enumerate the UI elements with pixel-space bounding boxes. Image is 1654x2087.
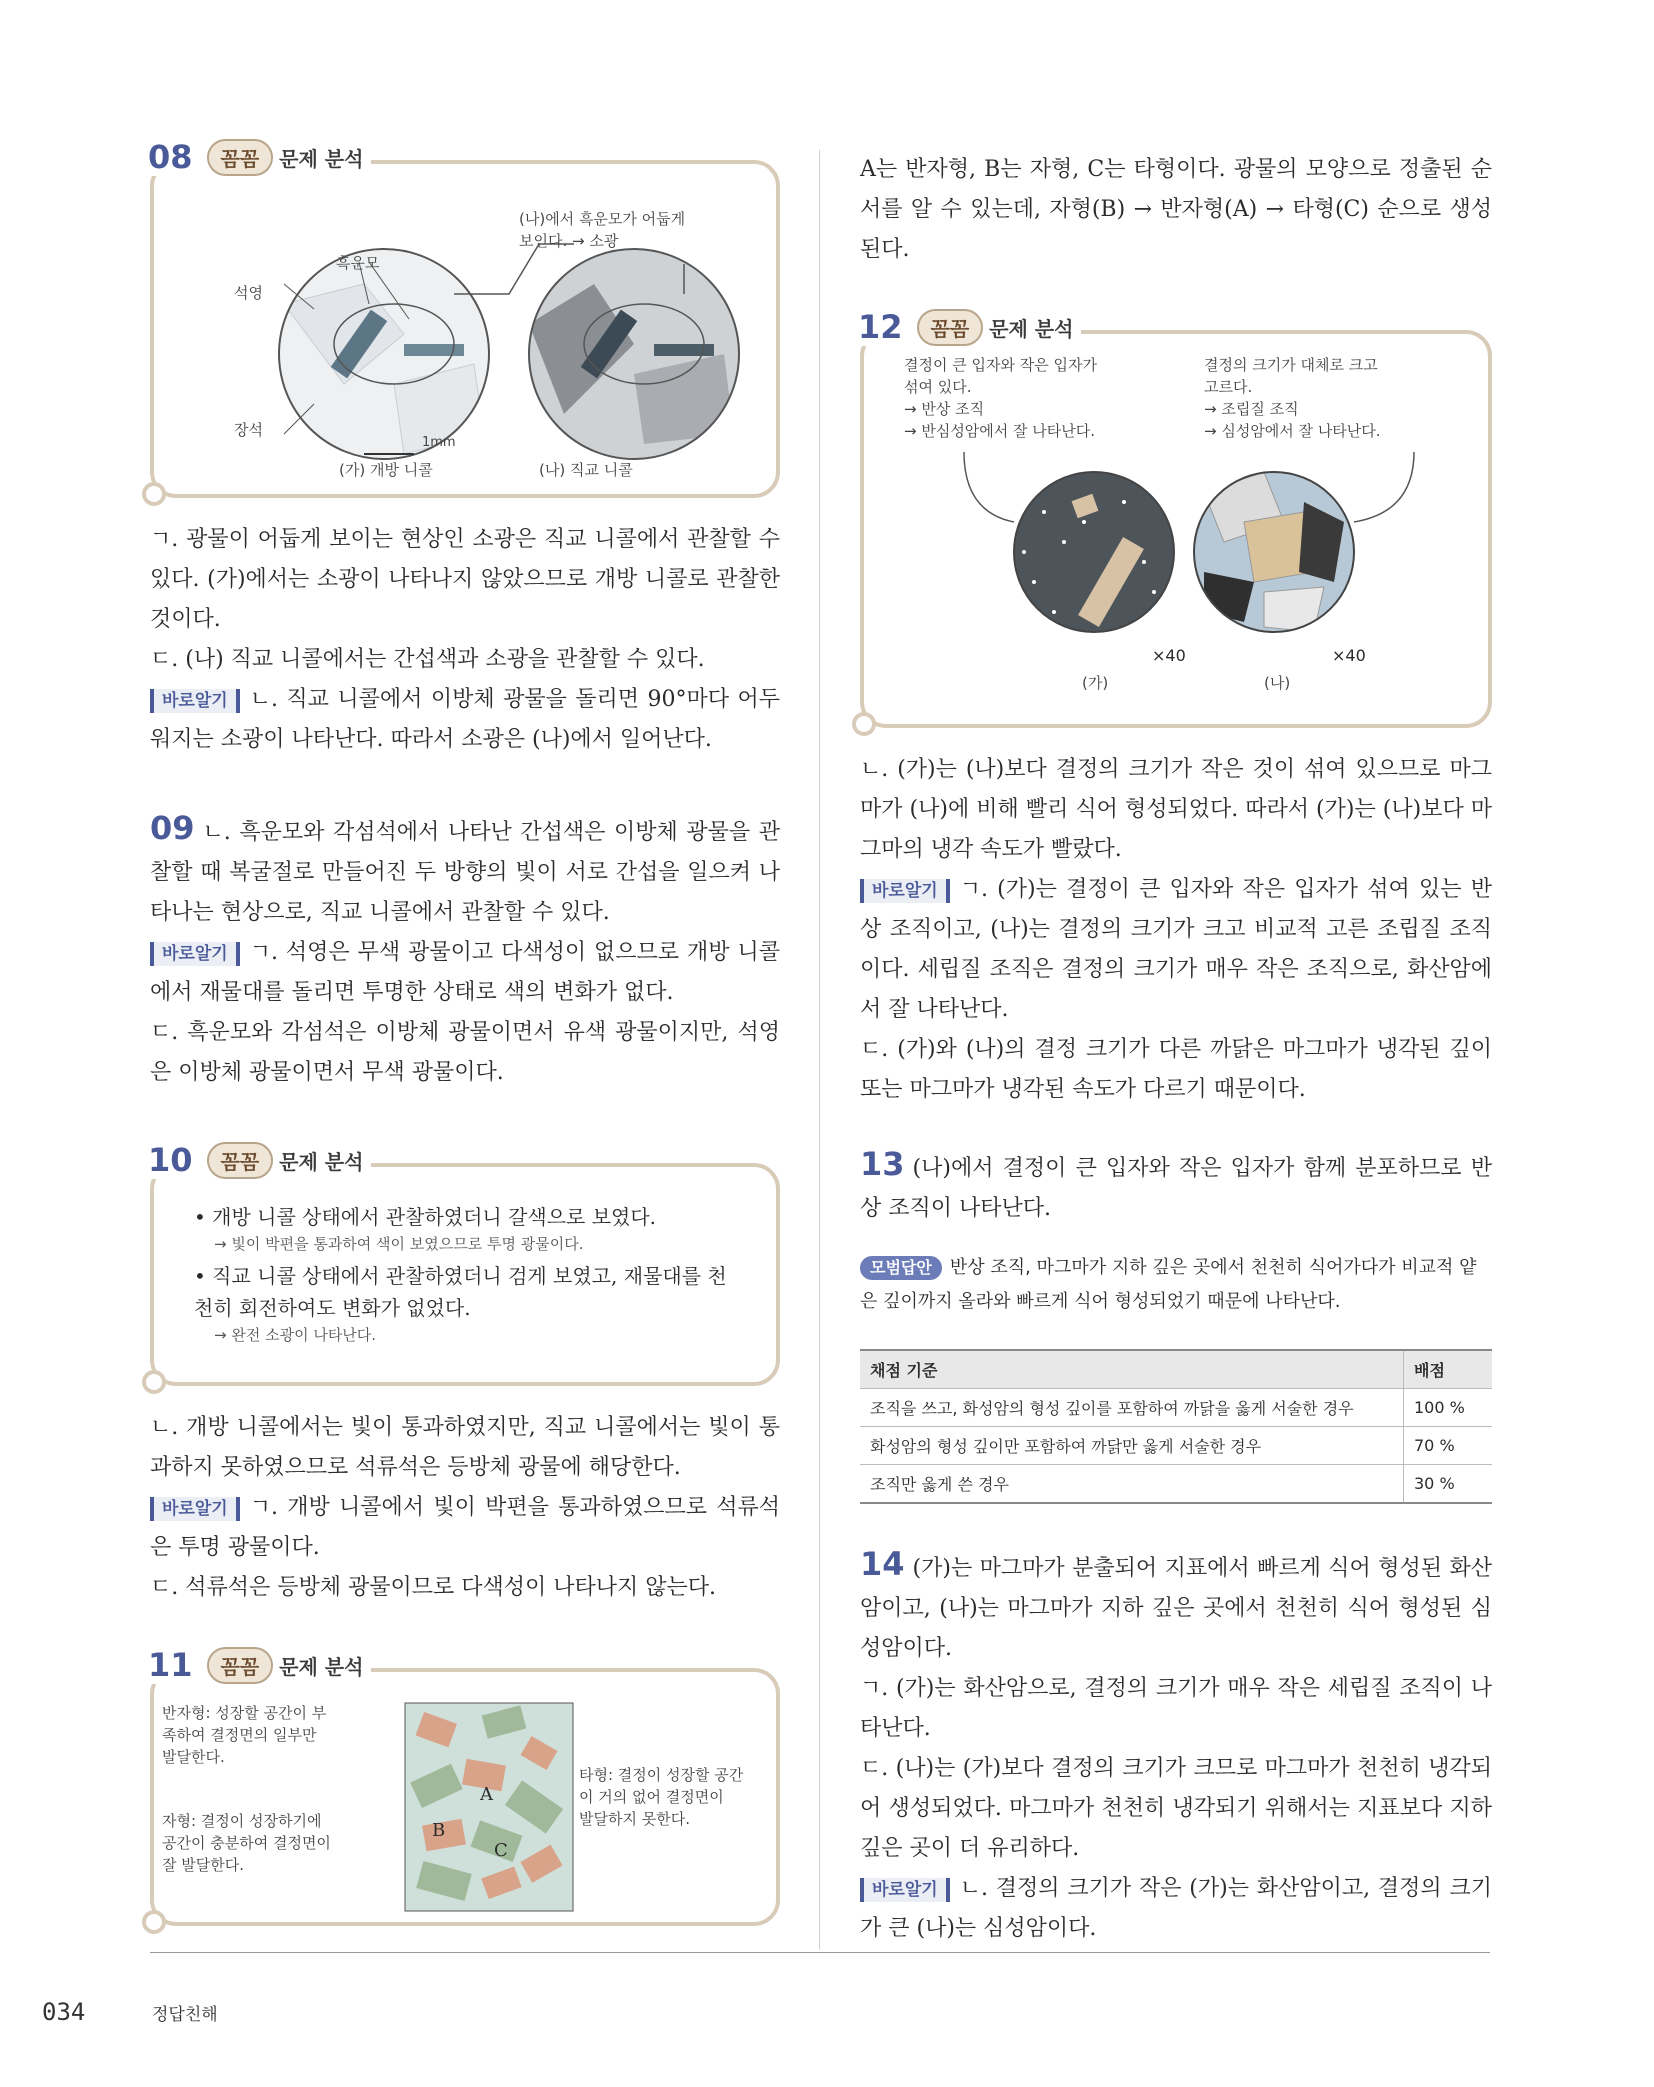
q14-correction-tag: 바로알기 xyxy=(860,1878,950,1902)
q08-correction xyxy=(150,680,780,760)
q10-bullet-1: • 개방 니콜 상태에서 관찰하였더니 갈색으로 보였다. xyxy=(194,1205,657,1229)
q10-number: 10 xyxy=(148,1141,193,1179)
q13-row-1-criteria: 조직을 쓰고, 화성암의 형성 깊이를 포함하여 까닭을 옳게 서술한 경우 xyxy=(860,1389,1404,1427)
q13-row-2-criteria: 화성암의 형성 깊이만 포함하여 까닭만 옳게 서술한 경우 xyxy=(860,1427,1404,1465)
q12-correction-tag: 바로알기 xyxy=(860,879,950,903)
q13-model-text: 반상 조직, 마그마가 지하 깊은 곳에서 천천히 식어가다가 비교적 얕은 깊이까지 올라와 빠르게 식어 형성되었기 때문에 나타난다. xyxy=(860,1257,1477,1312)
table-row xyxy=(860,1465,1492,1504)
q08-analysis-box xyxy=(148,138,780,498)
q08-box-foot xyxy=(142,482,166,506)
q08-label-feldspar: 장석 xyxy=(234,421,263,439)
q11-box-title: 문제 분석 xyxy=(279,1654,364,1679)
q08-scale: 1mm xyxy=(422,435,456,450)
q10-correction-tag: 바로알기 xyxy=(150,1497,240,1521)
table-row xyxy=(860,1389,1492,1427)
q13-text: (나)에서 결정이 큰 입자와 작은 입자가 함께 분포하므로 반상 조직이 나타난다. xyxy=(860,1156,1492,1221)
q08-annotation-1: (나)에서 흑운모가 어둡게 xyxy=(519,210,686,228)
q10-explanation-1: ㄴ. 개방 니콜에서는 빛이 통과하였지만, 직교 니콜에서는 빛이 통과하지 못하였으므로 석류석은 등방체 광물에 해당한다. xyxy=(150,1415,780,1480)
q12-magnification-b: ×40 xyxy=(1332,646,1366,665)
q11-pill: 꼼꼼 xyxy=(207,1647,274,1684)
q14-explanation-1 xyxy=(860,1544,1492,1669)
q12-explanation-1: ㄴ. (가)는 (나)보다 결정의 크기가 작은 것이 섞여 있으므로 마그마가 (나)에 비해 빨리 식어 형성되었다. 따라서 (가)는 (나)보다 마그마의 냉각 속도가 빨랐다. xyxy=(860,757,1492,862)
q10-bullet-2: • 직교 니콜 상태에서 관찰하였더니 검게 보였고, 재물대를 천천히 회전하여도 변화가 없었다. xyxy=(194,1264,727,1320)
q12-explanation-2: ㄷ. (가)와 (나)의 결정 크기가 다른 까닭은 마그마가 냉각된 깊이 또는 마그마가 냉각된 속도가 다르기 때문이다. xyxy=(860,1037,1492,1102)
q10-correction xyxy=(150,1488,780,1568)
q13-explanation xyxy=(860,1144,1492,1229)
q11-label-c: C xyxy=(494,1840,508,1861)
q13-header-points: 배점 xyxy=(1404,1350,1493,1389)
book-name: 정답친해 xyxy=(152,2005,218,2025)
q12-right-note xyxy=(1204,354,1464,442)
table-row xyxy=(860,1427,1492,1465)
q14-explanation-3: ㄷ. (나)는 (가)보다 결정의 크기가 크므로 마그마가 천천히 냉각되어 생성되었다. 마그마가 천천히 냉각되기 위해서는 지표보다 지하 깊은 곳이 더 유리하다. xyxy=(860,1756,1492,1861)
q12-correction-text: ㄱ. (가)는 결정이 큰 입자와 작은 입자가 섞여 있는 반상 조직이고, (나)는 결정의 크기가 크고 비교적 고른 조립질 조직이다. 세립질 조직은 결정의 크기가 매우 작은 조직으로, 화산암에서 잘 나타난다. xyxy=(860,877,1492,1022)
q13-row-3-points: 30 % xyxy=(1404,1465,1493,1504)
q12-caption-b: (나) xyxy=(1264,674,1291,692)
q11-box-header xyxy=(148,1646,371,1684)
q08-correction-tag: 바로알기 xyxy=(150,689,240,713)
column-divider xyxy=(819,150,820,1950)
q13-model-tag: 모범답안 xyxy=(860,1256,942,1280)
q08-box-title: 문제 분석 xyxy=(279,146,364,171)
q10-correction-text: ㄱ. 개방 니콜에서 빛이 박편을 통과하였으므로 석류석은 투명 광물이다. xyxy=(150,1495,780,1560)
q10-box-title: 문제 분석 xyxy=(279,1149,364,1174)
q09-correction-tag: 바로알기 xyxy=(150,942,240,966)
q12-box-title: 문제 분석 xyxy=(989,316,1074,341)
q11-anhedral-line-2: 이 거의 없어 결정면이 xyxy=(579,1788,724,1806)
q09-number: 09 xyxy=(150,809,195,847)
q08-pill: 꼼꼼 xyxy=(207,139,274,176)
q12-left-line-2: 섞여 있다. xyxy=(904,378,972,396)
q08-number: 08 xyxy=(148,138,193,176)
q11-label-b: B xyxy=(432,1820,446,1841)
q11-number: 11 xyxy=(148,1646,193,1684)
q11-analysis-box xyxy=(148,1646,780,1926)
left-column xyxy=(148,138,780,1926)
q12-left-line-1: 결정이 큰 입자와 작은 입자가 xyxy=(904,356,1097,374)
q10-explanation-2: ㄷ. 석류석은 등방체 광물이므로 다색성이 나타나지 않는다. xyxy=(150,1575,716,1600)
q08-explanation-1: ㄱ. 광물이 어둡게 보이는 현상인 소광은 직교 니콜에서 관찰할 수 있다. (가)에서는 소광이 나타나지 않았으므로 개방 니콜로 관찰한 것이다. xyxy=(150,527,780,632)
q09-correction-text: ㄱ. 석영은 무색 광물이고 다색성이 없으므로 개방 니콜에서 재물대를 돌리면 투명한 상태로 색의 변화가 없다. xyxy=(150,940,780,1005)
q12-left-note xyxy=(904,354,1164,442)
q10-bullet-2-note: → 완전 소광이 나타난다. xyxy=(214,1326,377,1344)
q11-subhedral-note xyxy=(162,1702,382,1768)
q14-explanation-2: ㄱ. (가)는 화산암으로, 결정의 크기가 매우 작은 세립질 조직이 나타난다. xyxy=(860,1676,1492,1741)
q14-number: 14 xyxy=(860,1545,905,1583)
q11-anhedral-line-1: 타형: 결정이 성장할 공간 xyxy=(579,1766,744,1784)
q13-number: 13 xyxy=(860,1145,905,1183)
q12-right-line-4: → 심성암에서 잘 나타난다. xyxy=(1204,422,1381,440)
q08-caption-a: (가) 개방 니콜 xyxy=(339,461,433,479)
q14-correction-text: ㄴ. 결정의 크기가 작은 (가)는 화산암이고, 결정의 크기가 큰 (나)는 심성암이다. xyxy=(860,1876,1492,1941)
q08-label-quartz: 석영 xyxy=(234,284,263,302)
q12-analysis-box xyxy=(858,308,1492,728)
footer-rule xyxy=(150,1952,1490,1953)
q10-bullet-1-note: → 빛이 박편을 통과하여 색이 보였으므로 투명 광물이다. xyxy=(214,1235,584,1253)
q12-right-line-3: → 조립질 조직 xyxy=(1204,400,1299,418)
q11-subhedral-line-3: 발달한다. xyxy=(162,1748,225,1766)
q10-box-header xyxy=(148,1141,371,1179)
q12-magnification-a: ×40 xyxy=(1152,646,1186,665)
q12-right-line-1: 결정의 크기가 대체로 크고 xyxy=(1204,356,1378,374)
q10-box-foot xyxy=(142,1370,166,1394)
q09-explanation-1 xyxy=(150,808,780,933)
q08-label-mica: 흑운모 xyxy=(336,254,380,272)
q11-subhedral-line-2: 족하여 결정면의 일부만 xyxy=(162,1726,317,1744)
page-number: 034 xyxy=(42,1998,86,2026)
q12-left-line-4: → 반심성암에서 잘 나타난다. xyxy=(904,422,1096,440)
q11-euhedral-line-3: 잘 발달한다. xyxy=(162,1856,244,1874)
q09-text: ㄴ. 흑운모와 각섬석에서 나타난 간섭색은 이방체 광물을 관찰할 때 복굴절로 만들어진 두 방향의 빛이 서로 간섭을 일으켜 나타나는 현상으로, 직교 니콜에서 관찰할 수 있다. xyxy=(150,820,780,925)
q12-box-foot xyxy=(852,712,876,736)
q11-crystal-figure xyxy=(404,1702,574,1912)
q14-correction xyxy=(860,1869,1492,1949)
q08-caption-b: (나) 직교 니콜 xyxy=(539,461,633,479)
right-column xyxy=(860,150,1492,1949)
q12-thin-section-figure xyxy=(904,452,1464,672)
q09-explanation-2: ㄷ. 흑운모와 각섬석은 이방체 광물이면서 유색 광물이지만, 석영은 이방체 광물이면서 무색 광물이다. xyxy=(150,1020,780,1085)
q11-euhedral-note xyxy=(162,1810,382,1876)
q11-anhedral-note xyxy=(579,1764,769,1830)
q11-euhedral-line-2: 공간이 충분하여 결정면이 xyxy=(162,1834,331,1852)
q12-pill: 꼼꼼 xyxy=(917,309,984,346)
q13-table-header-row xyxy=(860,1350,1492,1389)
q12-left-line-3: → 반상 조직 xyxy=(904,400,985,418)
q13-row-2-points: 70 % xyxy=(1404,1427,1493,1465)
q11-box-foot xyxy=(142,1910,166,1934)
q14-text: (가)는 마그마가 분출되어 지표에서 빠르게 식어 형성된 화산암이고, (나)는 마그마가 지하 깊은 곳에서 천천히 식어 형성된 심성암이다. xyxy=(860,1556,1492,1661)
q08-correction-text: ㄴ. 직교 니콜에서 이방체 광물을 돌리면 90°마다 어두워지는 소광이 나타난다. 따라서 소광은 (나)에서 일어난다. xyxy=(150,687,780,752)
q12-caption-a: (가) xyxy=(1082,674,1109,692)
q08-annotation-2: 보인다. → 소광 xyxy=(519,232,619,250)
q11-explanation: A는 반자형, B는 자형, C는 타형이다. 광물의 모양으로 정출된 순서를 알 수 있는데, 자형(B) → 반자형(A) → 타형(C) 순으로 생성된다. xyxy=(860,157,1492,262)
q11-euhedral-line-1: 자형: 결정이 성장하기에 xyxy=(162,1812,322,1830)
q13-header-criteria: 채점 기준 xyxy=(860,1350,1404,1389)
q13-row-1-points: 100 % xyxy=(1404,1389,1493,1427)
q13-model-answer xyxy=(860,1251,1492,1319)
q12-right-line-2: 고르다. xyxy=(1204,378,1253,396)
q09-correction xyxy=(150,933,780,1013)
q13-row-3-criteria: 조직만 옳게 쓴 경우 xyxy=(860,1465,1404,1504)
q08-explanation-2: ㄷ. (나) 직교 니콜에서는 간섭색과 소광을 관찰할 수 있다. xyxy=(150,647,705,672)
q12-correction xyxy=(860,870,1492,1030)
q08-box-header xyxy=(148,138,371,176)
q12-box-header xyxy=(858,308,1081,346)
q12-number: 12 xyxy=(858,308,903,346)
q10-pill: 꼼꼼 xyxy=(207,1142,274,1179)
q11-anhedral-line-3: 발달하지 못한다. xyxy=(579,1810,690,1828)
q10-analysis-box xyxy=(148,1141,780,1386)
q13-scoring-table xyxy=(860,1349,1492,1504)
q11-subhedral-line-1: 반자형: 성장할 공간이 부 xyxy=(162,1704,327,1722)
q11-label-a: A xyxy=(480,1784,493,1805)
